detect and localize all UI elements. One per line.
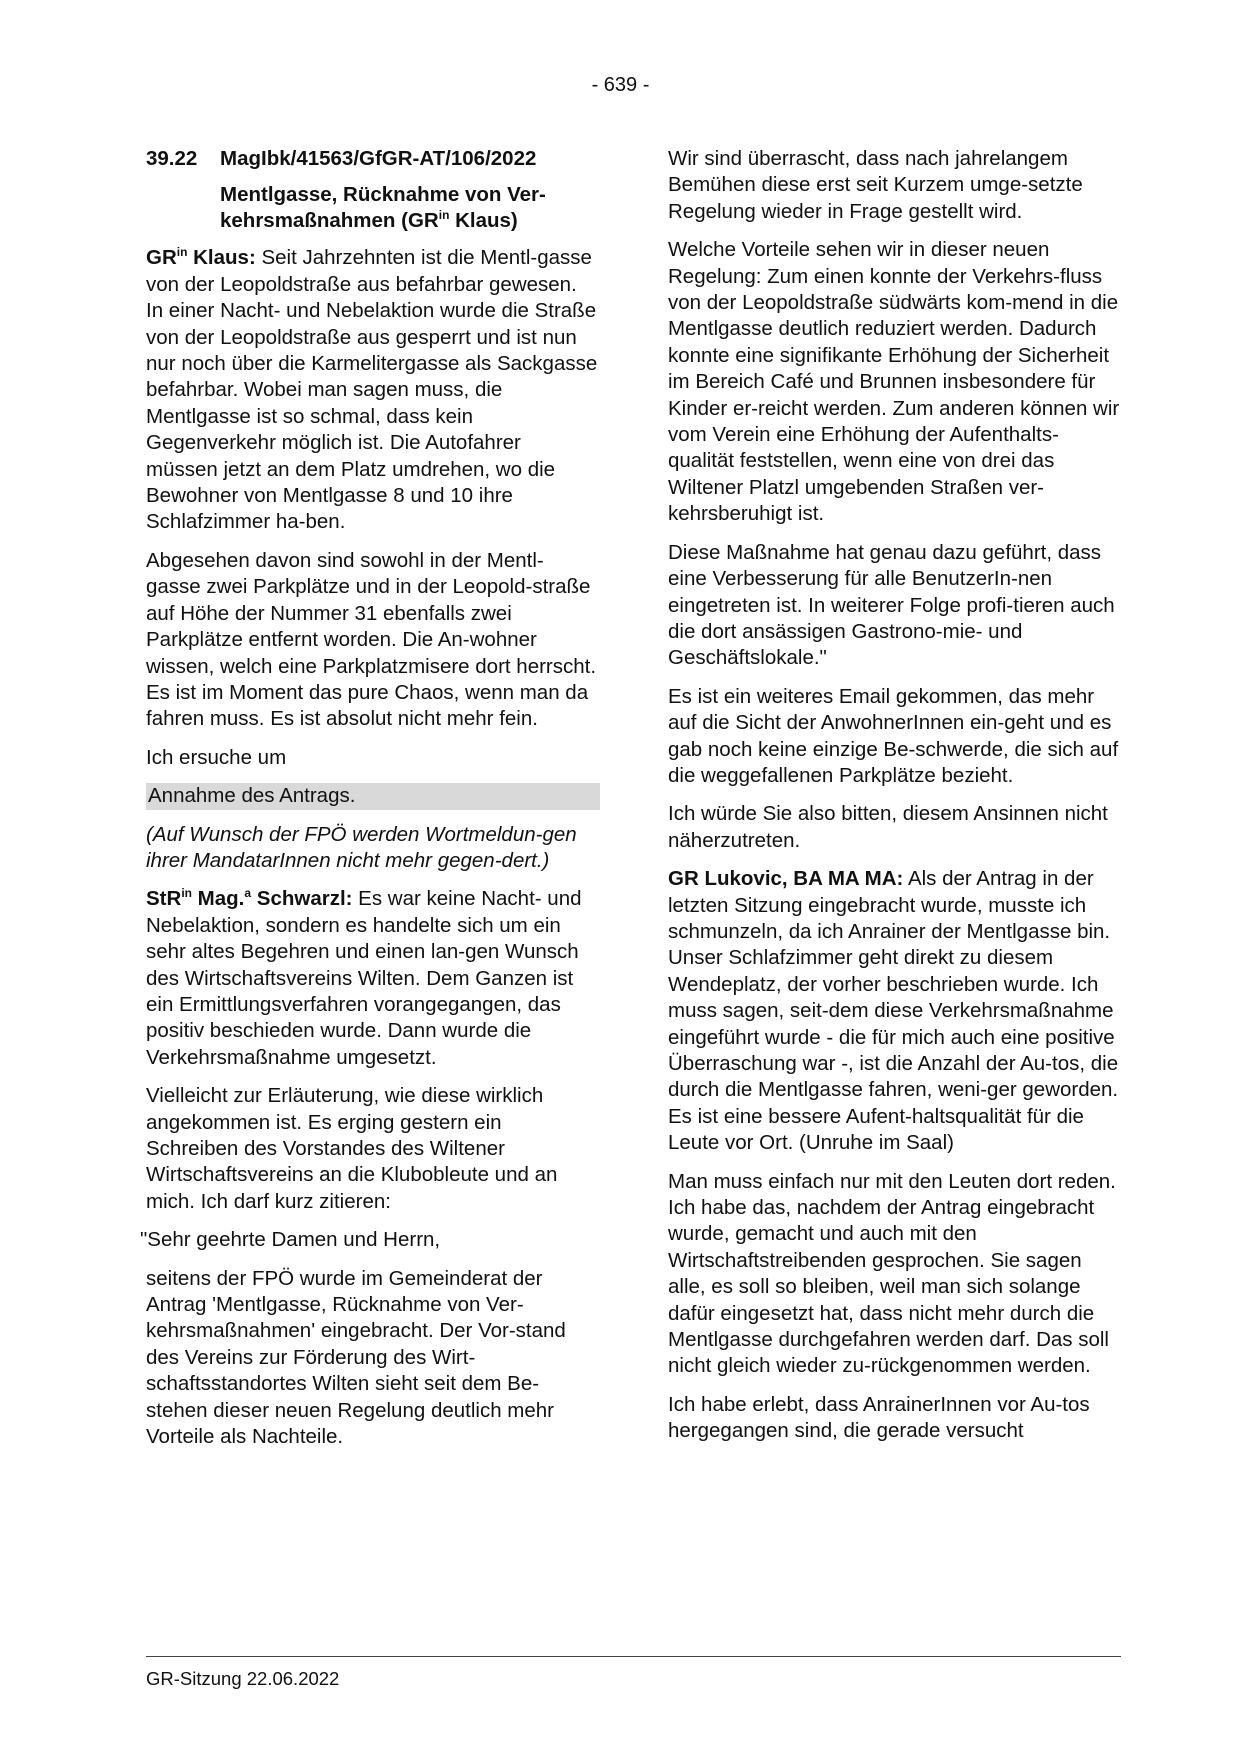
speaker-name <box>146 887 352 910</box>
speech-paragraph: Ich habe erlebt, dass AnrainerInnen vor Au-tos hergegangen sind, die gerade versucht <box>668 1392 1090 1443</box>
speech-paragraph: Ich ersuche um <box>146 745 287 769</box>
speaker-surname: Schwarzl: <box>251 887 353 911</box>
quote-paragraph: Diese Maßnahme hat genau dazu geführt, dass eine Verbesserung für alle BenutzerIn-nen eingetreten ist. In weiterer Folge profi-tieren auch die dort ansässigen Gastrono-mie- und Geschäftslokale." <box>668 540 1115 670</box>
superscript: in <box>181 886 192 901</box>
footer-divider <box>146 1656 1121 1657</box>
agenda-item-title-line1: Mentlgasse, Rücknahme von Ver- <box>220 183 546 207</box>
page-number: - 639 - <box>591 74 650 96</box>
speech-paragraph <box>146 245 598 535</box>
superscript: in <box>176 245 188 260</box>
agenda-item-title-line2-end: Klaus) <box>449 209 518 233</box>
right-column <box>668 146 1120 1457</box>
speech-paragraph: Man muss einfach nur mit den Leuten dort reden. Ich habe das, nachdem der Antrag eingebracht wurde, gemacht und auch mit den Wirtschaftstreibenden gesprochen. Sie sagen alle, es soll so bleiben, weil man sich solange dafür eingesetzt hat, dass nicht mehr durch die Mentlgasse durchgefahren werden darf. Das soll nicht gleich wieder zu-rückgenommen werden. <box>668 1169 1116 1378</box>
motion-highlight: Annahme des Antrags. <box>146 783 600 809</box>
speech-paragraph: Es ist ein weiteres Email gekommen, das mehr auf die Sicht der AnwohnerInnen ein-geht und es gab noch keine einzige Be-schwerde, die sich auf die weggefallenen Parkplätze bezieht. <box>668 684 1119 787</box>
footer-session-date: GR-Sitzung 22.06.2022 <box>146 1668 340 1689</box>
quote-paragraph: Wir sind überrascht, dass nach jahrelangem Bemühen diese erst seit Kurzem umge-setzte Regelung wieder in Frage gestellt wird. <box>668 147 1083 223</box>
superscript: a <box>244 886 252 901</box>
speaker-name <box>146 246 256 269</box>
speaker-degree: Mag. <box>191 887 245 911</box>
left-column <box>140 146 598 1462</box>
agenda-item-reference: MagIbk/41563/GfGR-AT/106/2022 <box>220 147 537 170</box>
speaker-title: GR <box>146 246 177 270</box>
speech-paragraph: Vielleicht zur Erläuterung, wie diese wirklich angekommen ist. Es erging gestern ein Schreiben des Vorstandes des Wiltener Wirtschaftsvereins an die Klubobleute und an mich. Ich darf kurz zitieren: <box>146 1084 558 1213</box>
superscript: in <box>438 208 450 223</box>
speaker-surname: Klaus: <box>187 246 256 270</box>
speech-paragraph: Ich würde Sie also bitten, diesem Ansinnen nicht näherzutreten. <box>668 802 1108 852</box>
quote-salutation: "Sehr geehrte Damen und Herrn, <box>140 1228 441 1252</box>
agenda-item-heading <box>146 146 598 172</box>
speaker-name: GR Lukovic, BA MA MA: <box>668 867 904 891</box>
speech-paragraph <box>668 866 1120 1156</box>
speech-text: Als der Antrag in der letzten Sitzung eingebracht wurde, musste ich schmunzeln, da ich Anrainer der Mentlgasse bin. Unser Schlafzimmer geht direkt zu diesem Wendeplatz, der vorher beschrieben wurde. Ich muss sagen, seit-dem diese Verkehrsmaßnahme eingeführt wurde - die für mich auch eine positive Überraschung war -, ist die Anzahl der Au-tos, die durch die Mentlgasse fahren, weni-ger geworden. Es ist eine bessere Aufent-haltsqualität für die Leute vor Ort. (Unruhe im Saal) <box>668 867 1119 1155</box>
speech-text: Es war keine Nacht- und Nebelaktion, sondern es handelte sich um ein sehr altes Begehren und einen lan-gen Wunsch des Wirtschaftsvereins Wilten. Dem Ganzen ist ein Ermittlungsverfahren vorangegangen, das positiv beschieden wurde. Dann wurde die Verkehrsmaßnahme umgesetzt. <box>146 887 582 1069</box>
quote-paragraph: Welche Vorteile sehen wir in dieser neuen Regelung: Zum einen konnte der Verkehrs-fluss von der Leopoldstraße südwärts kom-mend in die Mentlgasse deutlich reduziert werden. Dadurch konnte eine signifikante Erhöhung der Sicherheit im Bereich Café und Brunnen insbesondere für Kinder er-reicht werden. Zum anderen können wir vom Verein eine Erhöhung der Aufenthalts-qualität feststellen, wenn eine von drei das Wiltener Platzl umgebenden Straßen ver-kehrsberuhigt ist. <box>668 238 1120 526</box>
speech-paragraph <box>146 886 598 1071</box>
speech-paragraph: Abgesehen davon sind sowohl in der Mentl-gasse zwei Parkplätze und in der Leopold-straße auf Höhe der Nummer 31 ebenfalls zwei Parkplätze entfernt worden. Die An-wohner wissen, welch eine Parkplatzmisere dort herrscht. Es ist im Moment das pure Chaos, wenn man da fahren muss. Es ist absolut nicht mehr fein. <box>146 548 597 731</box>
agenda-item-title-line2: kehrsmaßnahmen (GR <box>220 209 439 233</box>
speaker-title: StR <box>146 887 182 911</box>
editorial-note: (Auf Wunsch der FPÖ werden Wortmeldun-gen ihrer MandatarInnen nicht mehr gegen-dert.) <box>146 822 577 872</box>
quote-paragraph: seitens der FPÖ wurde im Gemeinderat der Antrag 'Mentlgasse, Rücknahme von Ver-kehrsmaßnahmen' eingebracht. Der Vor-stand des Vereins zur Förderung des Wirt-schaftsstandortes Wilten sieht seit dem Be-stehen dieser neuen Regelung deutlich mehr Vorteile als Nachteile. <box>146 1266 566 1449</box>
speech-text: Seit Jahrzehnten ist die Mentl-gasse von der Leopoldstraße aus befahrbar gewesen. In einer Nacht- und Nebelaktion wurde die Straße von der Leopoldstraße aus gesperrt und ist nun nur noch über die Karmelitergasse als Sackgasse befahrbar. Wobei man sagen muss, die Mentlgasse ist so schmal, dass kein Gegenverkehr möglich ist. Die Autofahrer müssen jetzt an dem Platz umdrehen, wo die Bewohner von Mentlgasse 8 und 10 ihre Schlafzimmer ha-ben. <box>146 246 598 534</box>
agenda-item-number: 39.22 <box>146 147 198 170</box>
agenda-item-title <box>220 182 598 234</box>
